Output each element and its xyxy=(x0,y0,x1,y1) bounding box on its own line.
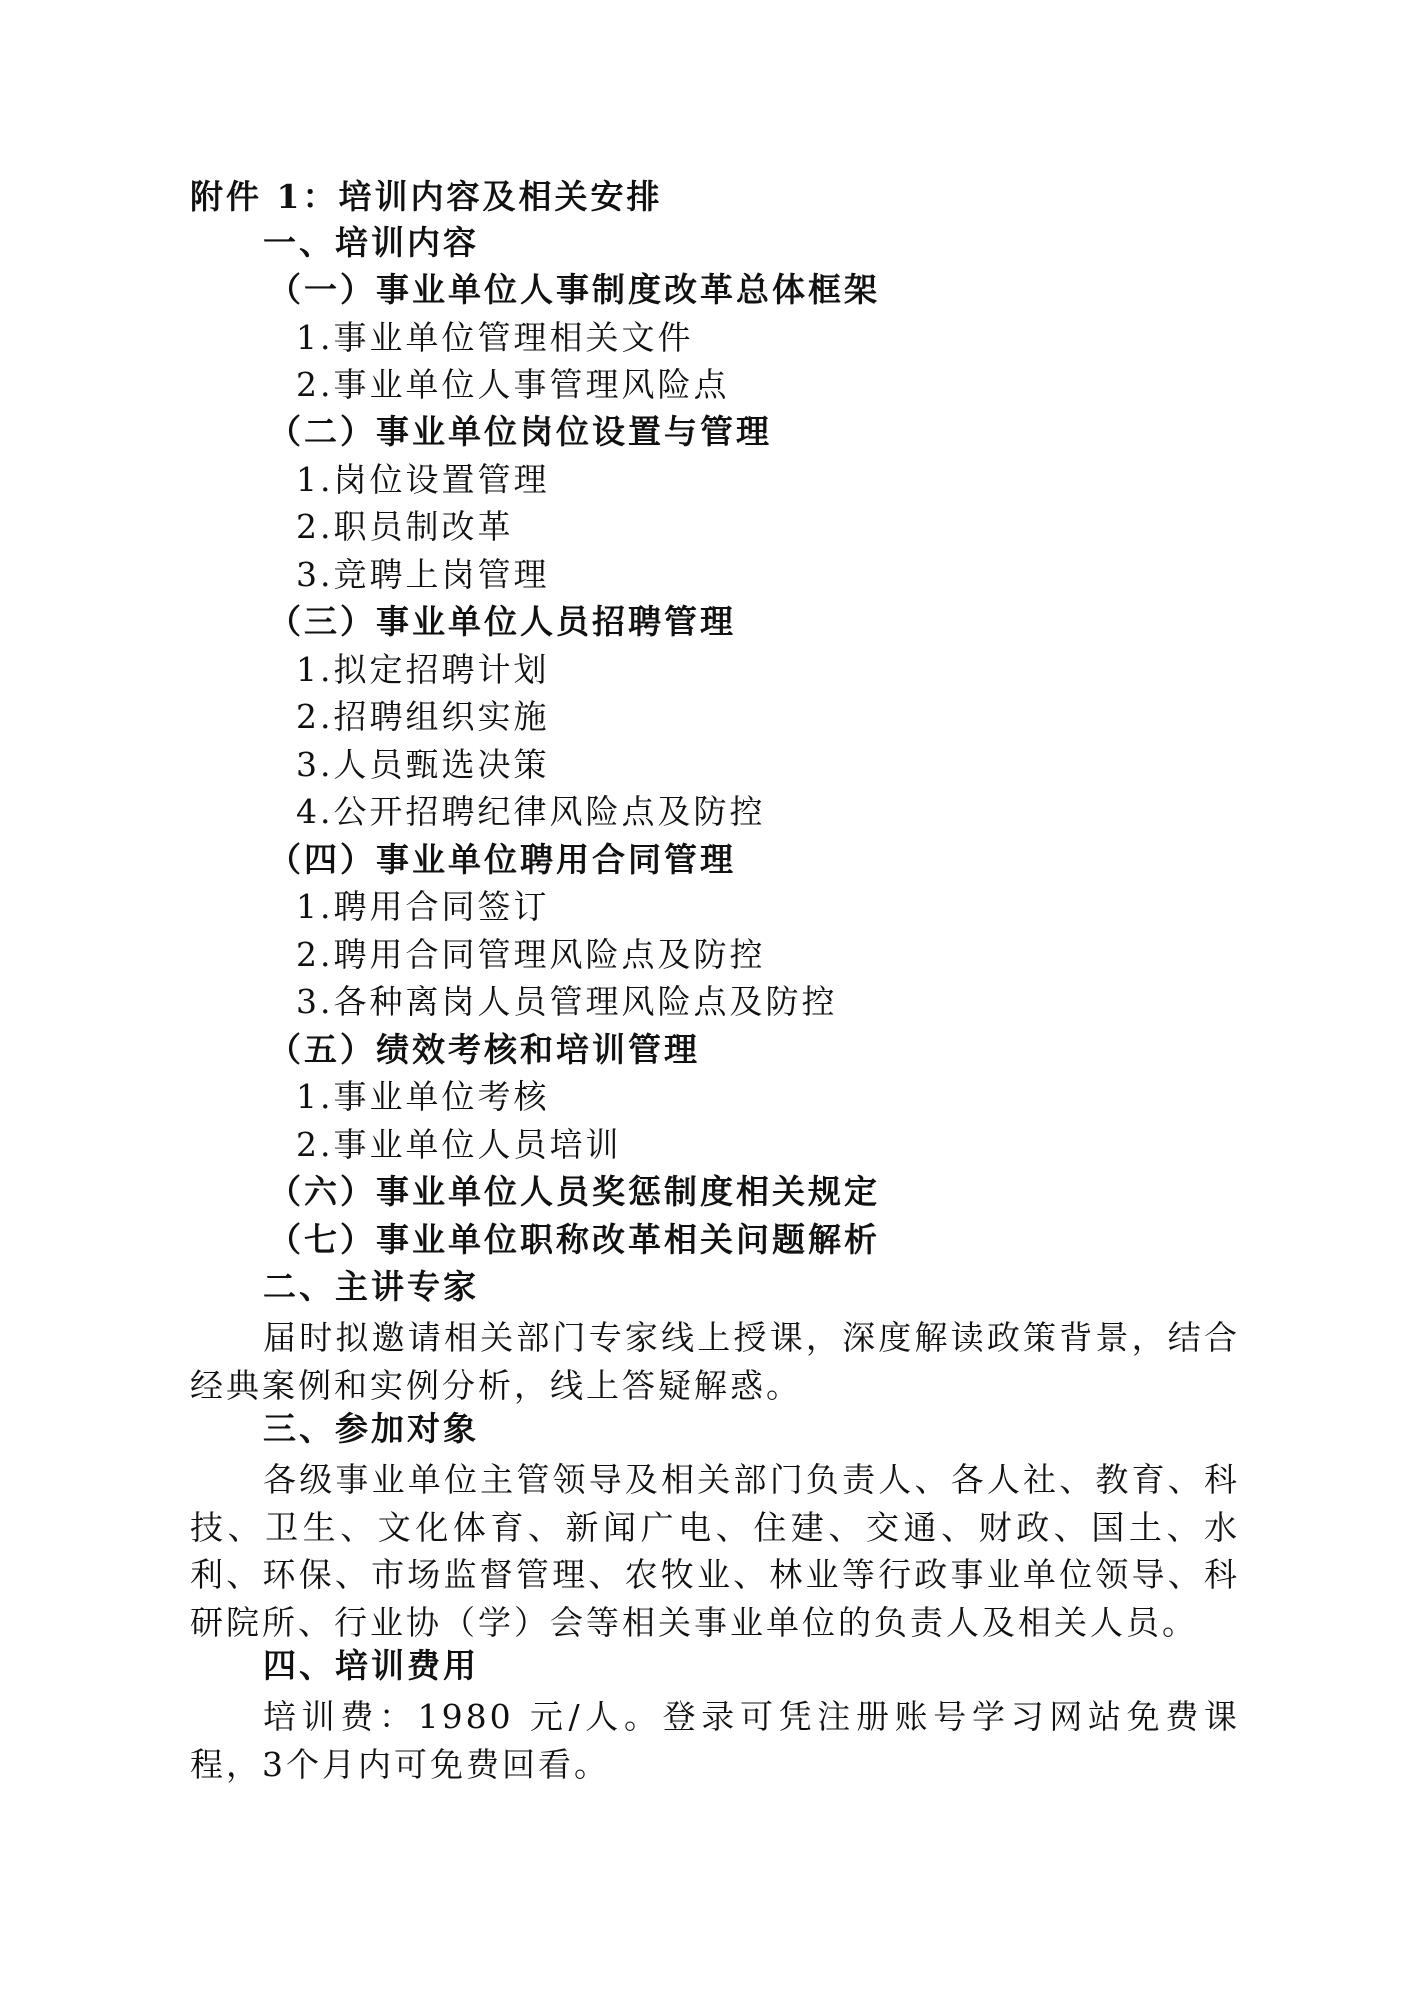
section-heading-content: 一、培训内容 xyxy=(263,223,479,262)
fees-paragraph: 培训费：1980 元/人。登录可凭注册账号学习网站免费课程，3个月内可免费回看。 xyxy=(190,1697,1240,1784)
list-item: 3.竞聘上岗管理 xyxy=(296,555,550,594)
list-item: 1.拟定招聘计划 xyxy=(296,650,550,689)
participants-paragraph: 各级事业单位主管领导及相关部门负责人、各人社、教育、科技、卫生、文化体育、新闻广电、住建、交通、财政、国土、水利、环保、市场监督管理、农牧业、林业等行政事业单位领导、科研院所、行业协（学）会等相关事业单位的负责人及相关人员。 xyxy=(190,1460,1240,1642)
list-item: 2.事业单位人事管理风险点 xyxy=(296,365,730,404)
section-heading-experts: 二、主讲专家 xyxy=(263,1267,479,1306)
list-item: 3.人员甄选决策 xyxy=(296,745,550,784)
document-title: 附件 1：培训内容及相关安排 xyxy=(190,177,663,216)
subsection-heading-5: （五）绩效考核和培训管理 xyxy=(268,1030,700,1069)
list-item: 3.各种离岗人员管理风险点及防控 xyxy=(296,982,838,1021)
subsection-heading-1: （一）事业单位人事制度改革总体框架 xyxy=(268,270,880,309)
list-item: 2.招聘组织实施 xyxy=(296,697,550,736)
subsection-heading-4: （四）事业单位聘用合同管理 xyxy=(268,840,736,879)
list-item: 2.聘用合同管理风险点及防控 xyxy=(296,935,766,974)
list-item: 1.岗位设置管理 xyxy=(296,460,550,499)
experts-paragraph: 届时拟邀请相关部门专家线上授课，深度解读政策背景，结合经典案例和实例分析，线上答疑解惑。 xyxy=(190,1318,1240,1405)
subsection-heading-7: （七）事业单位职称改革相关问题解析 xyxy=(268,1220,880,1259)
list-item: 1.事业单位管理相关文件 xyxy=(296,318,694,357)
list-item: 1.事业单位考核 xyxy=(296,1077,550,1116)
subsection-heading-3: （三）事业单位人员招聘管理 xyxy=(268,602,736,641)
subsection-heading-2: （二）事业单位岗位设置与管理 xyxy=(268,412,772,451)
list-item: 2.事业单位人员培训 xyxy=(296,1125,622,1164)
list-item: 1.聘用合同签订 xyxy=(296,887,550,926)
section-heading-participants: 三、参加对象 xyxy=(263,1409,479,1448)
section-heading-fees: 四、培训费用 xyxy=(263,1646,479,1685)
subsection-heading-6: （六）事业单位人员奖惩制度相关规定 xyxy=(268,1172,880,1211)
list-item: 4.公开招聘纪律风险点及防控 xyxy=(296,792,766,831)
list-item: 2.职员制改革 xyxy=(296,507,514,546)
